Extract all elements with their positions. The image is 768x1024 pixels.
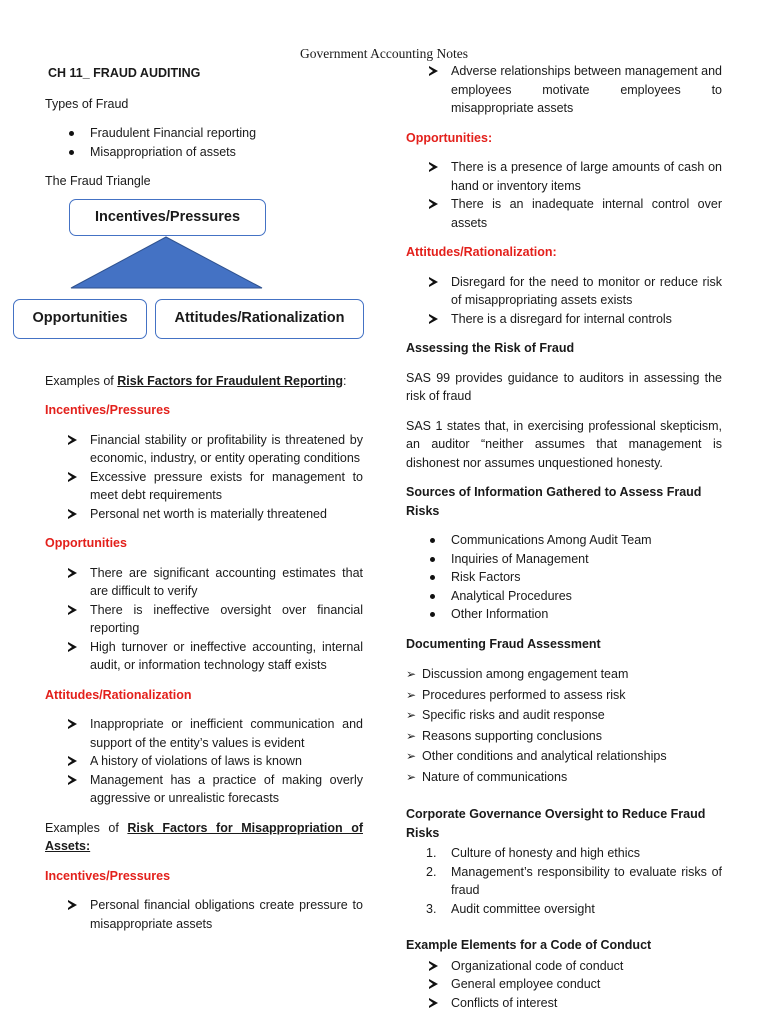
list-item: Risk Factors [406,568,722,587]
types-of-fraud-heading: Types of Fraud [45,96,129,111]
documenting-list [406,664,722,787]
list-item: Financial stability or profitability is threatened by economic, industry, or entity operating conditions [45,431,363,468]
documenting-heading: Documenting Fraud Assessment [406,636,601,651]
incentives-heading-2: Incentives/Pressures [45,868,171,883]
examples-misappropriation: Examples of Risk Factors for Misappropriation of Assets: [45,820,363,853]
code-of-conduct-list [406,957,722,1013]
attitudes-list-2 [406,273,722,329]
page-header: Government Accounting Notes [300,46,468,61]
assessing-risk-heading: Assessing the Risk of Fraud [406,341,575,355]
list-item: ➢ Procedures performed to assess risk [406,687,626,702]
incentives-list-2 [45,896,363,933]
types-of-fraud-list [45,124,363,161]
list-item: Inappropriate or inefficient communication and support of the entity’s values is evident [45,715,363,752]
list-item: There is a disregard for internal controls [406,310,722,329]
list-item: Conflicts of interest [406,994,722,1013]
list-item: 2. Management’s responsibility to evaluate risks of fraud [426,864,722,897]
sas1-paragraph: SAS 1 states that, in exercising professional skepticism, an auditor “neither assumes that management is dishonest nor assumes unquestioned honesty. [406,418,722,470]
incentives-list [45,431,363,524]
opportunities-list [45,564,363,675]
list-item: Disregard for the need to monitor or reduce risk of misappropriating assets exists [406,273,722,310]
list-item: Organizational code of conduct [406,957,722,976]
list-item: Fraudulent Financial reporting [45,124,363,143]
list-item: General employee conduct [406,975,722,994]
list-item: Personal financial obligations create pressure to misappropriate assets [45,896,363,933]
list-item: Misappropriation of assets [45,143,363,162]
right-column [406,62,722,1012]
attitudes-heading-2: Attitudes/Rationalization: [406,245,557,259]
continued-list [406,62,722,118]
list-item: Analytical Procedures [406,587,722,606]
chapter-title: CH 11_ FRAUD AUDITING [48,66,201,80]
list-item: There are significant accounting estimates that are difficult to verify [45,564,363,601]
list-item: 3. Audit committee oversight [426,901,595,916]
list-item: Other Information [406,605,722,624]
triangle-shape [65,235,265,291]
opportunities-list-2 [406,158,722,232]
attitudes-list [45,715,363,808]
sas99-paragraph: SAS 99 provides guidance to auditors in assessing the risk of fraud [406,370,722,403]
list-item: Personal net worth is materially threatened [45,505,363,524]
examples-fraudulent-reporting: Examples of Risk Factors for Fraudulent Reporting: [45,373,347,388]
triangle-bottom-right-box: Attitudes/Rationalization [155,299,364,339]
list-item: ➢ Nature of communications [406,769,568,784]
opportunities-heading: Opportunities [45,536,127,550]
attitudes-heading: Attitudes/Rationalization [45,687,192,702]
list-item: A history of violations of laws is known [45,752,363,771]
code-of-conduct-heading: Example Elements for a Code of Conduct [406,938,652,952]
fraud-triangle-heading: The Fraud Triangle [45,174,151,188]
sources-list [406,531,722,624]
sources-heading: Sources of Information Gathered to Assess Fraud Risks [406,485,702,518]
list-item: ➢ Other conditions and analytical relationships [406,749,667,763]
triangle-top-box: Incentives/Pressures [69,199,266,236]
opportunities-heading-2: Opportunities: [406,130,493,145]
list-item: Management has a practice of making overly aggressive or unrealistic forecasts [45,771,363,808]
list-item: There is a presence of large amounts of cash on hand or inventory items [406,158,722,195]
list-item: ➢ Reasons supporting conclusions [406,728,602,743]
governance-list [406,844,722,918]
list-item: Adverse relationships between management and employees motivate employees to misappropriate assets [406,62,722,118]
incentives-heading: Incentives/Pressures [45,403,171,417]
fraud-triangle-diagram [32,191,363,376]
list-item: ➢ Discussion among engagement team [406,667,629,681]
governance-heading: Corporate Governance Oversight to Reduce Fraud Risks [406,807,706,840]
list-item: Excessive pressure exists for management to meet debt requirements [45,468,363,505]
list-item: Inquiries of Management [406,550,722,569]
list-item: There is ineffective oversight over financial reporting [45,601,363,638]
left-column [32,62,363,933]
list-item: Communications Among Audit Team [406,531,722,550]
triangle-bottom-left-box: Opportunities [13,299,147,339]
list-item: 1. Culture of honesty and high ethics [426,846,641,860]
list-item: ➢ Specific risks and audit response [406,708,605,722]
list-item: High turnover or ineffective accounting, internal audit, or information technology staff exists [45,638,363,675]
list-item: There is an inadequate internal control over assets [406,195,722,232]
